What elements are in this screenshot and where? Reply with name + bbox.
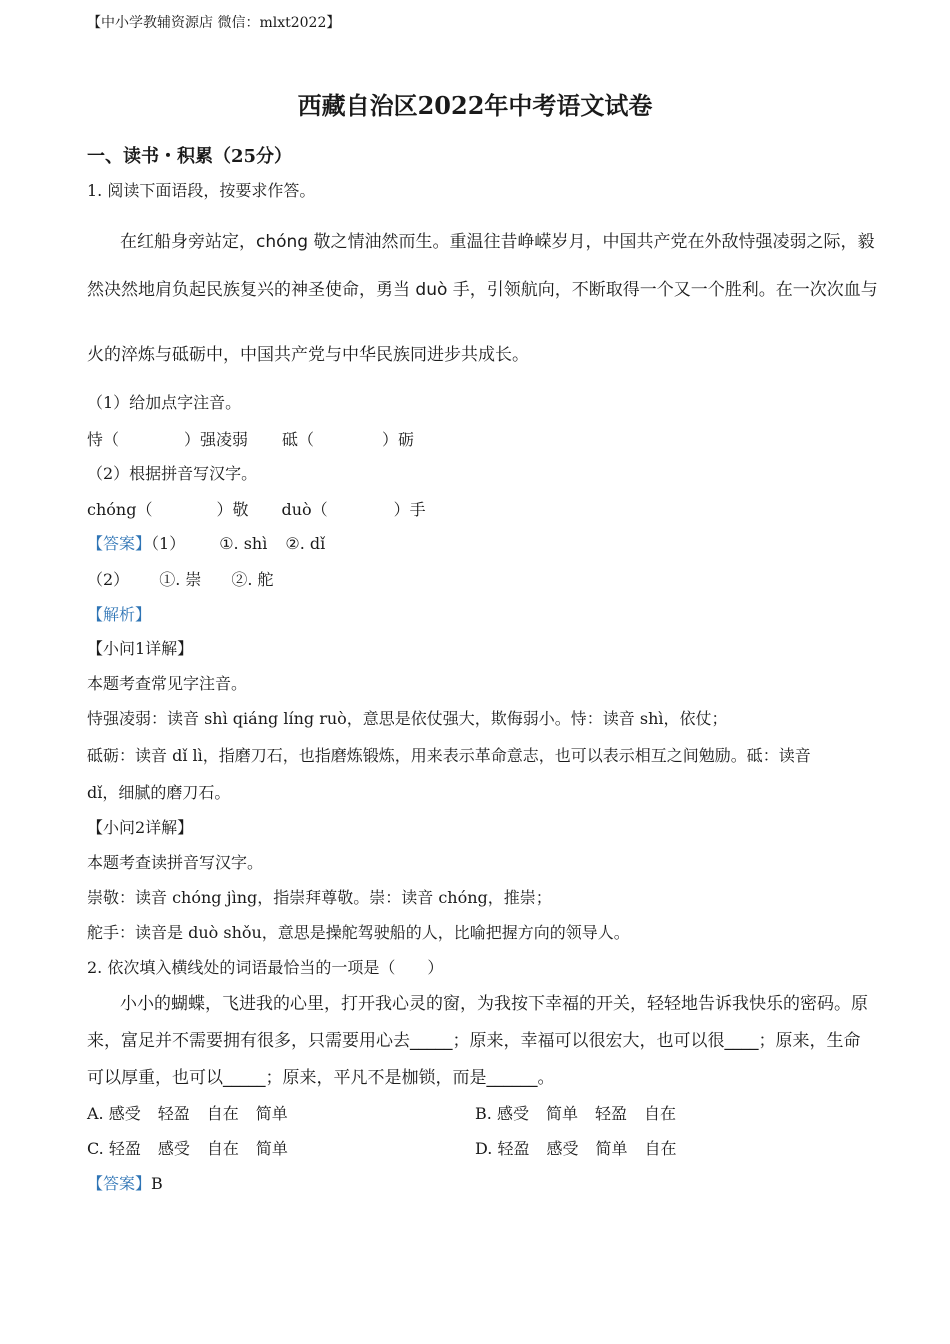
detail-2-line-3: 舵手：读音是 duò shǒu，意思是操舵驾驶船的人，比喻把握方向的领导人。 [87,923,630,942]
section-heading: 一、读书・积累（25分） [87,146,293,167]
q1-sub1-blanks: 恃（ ）强凌弱 砥（ ）砺 [87,430,415,449]
q2-passage-line-3: 可以厚重，也可以_____；原来，平凡不是枷锁，而是______。 [87,1068,555,1088]
answer-tag: 【答案】 [87,1174,152,1193]
option-b[interactable]: B. 感受 简单 轻盈 自在 [475,1104,676,1123]
detail-2-heading: 【小问2详解】 [87,818,194,837]
page-title: 西藏自治区2022年中考语文试卷 [297,91,653,120]
q2-passage-line-1: 小小的蝴蝶，飞进我的心里，打开我心灵的窗，为我按下幸福的开关，轻轻地告诉我快乐的密码。原 [120,994,868,1014]
q1-sub2-prompt: （2）根据拼音写汉字。 [87,464,258,483]
q1-answer-line-1: 【答案】（1） ①. shì ②. dǐ [87,534,326,553]
q1-sub1-prompt: （1）给加点字注音。 [87,393,242,412]
q1-answer-line-2: （2） ①. 崇 ②. 舵 [87,570,274,589]
detail-2-line-2: 崇敬：读音 chóng jìng，指崇拜尊敬。崇：读音 chóng，推崇； [87,888,552,907]
detail-1-line-1: 本题考查常见字注音。 [87,674,248,693]
q2-answer: 【答案】B [87,1174,163,1193]
detail-1-line-4: dǐ，细腻的磨刀石。 [87,783,231,802]
detail-1-heading: 【小问1详解】 [87,639,194,658]
analysis-tag: 【解析】 [87,605,152,624]
option-c[interactable]: C. 轻盈 感受 自在 简单 [87,1139,288,1158]
option-a[interactable]: A. 感受 轻盈 自在 简单 [87,1104,288,1123]
question-2-stem: 2. 依次填入横线处的词语最恰当的一项是（ ） [87,958,444,977]
answer-tag: 【答案】 [87,534,152,553]
q2-passage-line-2: 来，富足并不需要拥有很多，只需要用心去_____；原来，幸福可以很宏大，也可以很____；原来，生命 [87,1031,861,1051]
detail-2-line-1: 本题考查读拼音写汉字。 [87,853,264,872]
page-header: 【中小学教辅资源店 微信：mlxt2022】 [87,15,341,31]
detail-1-line-3: 砥砺：读音 dǐ lì，指磨刀石，也指磨炼锻炼，用来表示革命意志，也可以表示相互之间勉励。砥：读音 [87,746,811,765]
q1-passage-line-3: 火的淬炼与砥砺中，中国共产党与中华民族同进步共成长。 [87,345,529,365]
option-d[interactable]: D. 轻盈 感受 简单 自在 [475,1139,677,1158]
q1-sub2-blanks: chóng（ ）敬 duò（ ）手 [87,500,426,519]
question-1-stem: 1. 阅读下面语段，按要求作答。 [87,181,316,200]
detail-1-line-2: 恃强凌弱：读音 shì qiáng líng ruò，意思是依仗强大，欺侮弱小。恃：读音 shì，依仗； [87,709,728,728]
q1-passage-line-2: 然决然地肩负起民族复兴的神圣使命，勇当 duò 手，引领航向，不断取得一个又一个胜利。在一次次血与 [87,280,878,300]
q1-passage-line-1: 在红船身旁站定，chóng 敬之情油然而生。重温往昔峥嵘岁月，中国共产党在外敌恃强凌弱之际，毅 [120,232,875,252]
